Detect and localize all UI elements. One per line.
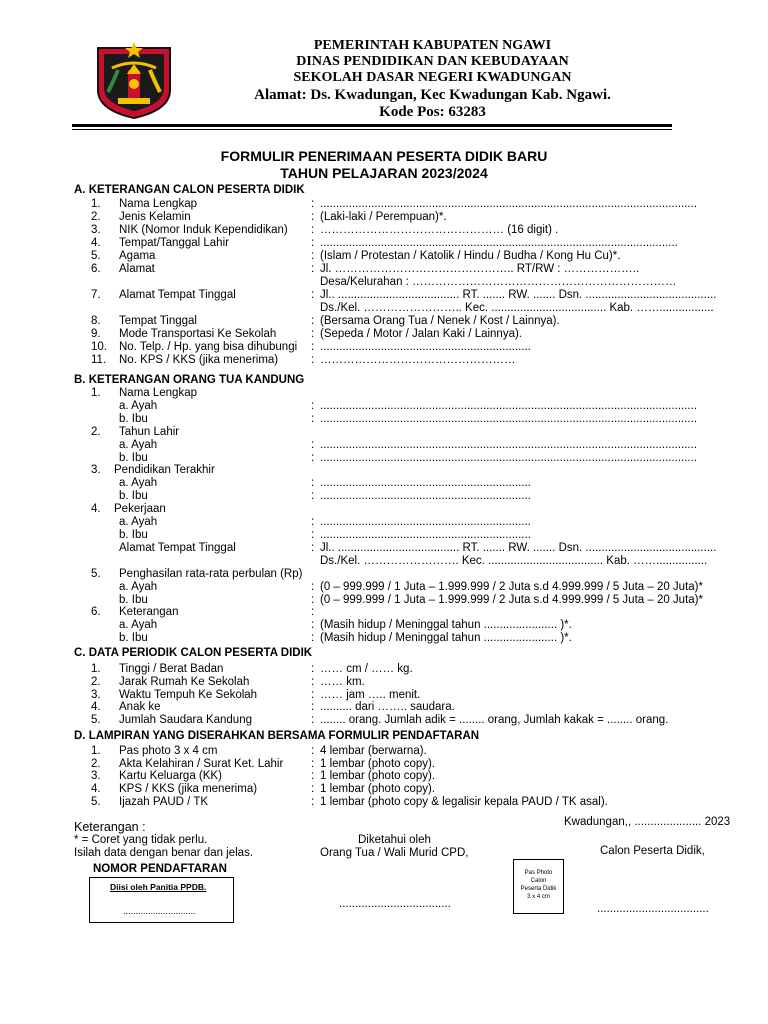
field-label: Alamat Tempat Tinggal xyxy=(119,542,236,554)
field-colon: : xyxy=(311,619,315,631)
row-number: 1. xyxy=(91,745,101,757)
form-row xyxy=(0,477,768,490)
row-number: 1. xyxy=(91,198,101,210)
field-label: Pekerjaan xyxy=(114,503,166,515)
father-label: a. Ayah xyxy=(119,516,158,528)
form-row xyxy=(0,796,768,809)
field-colon: : xyxy=(311,594,315,606)
candidate-signature-line[interactable]: ................................... xyxy=(597,903,709,915)
field-value[interactable]: Jl.. ...................................... RT. ....... RW. ....... Dsn. ......................................... xyxy=(320,542,717,554)
field-value[interactable]: Jl.. ...................................... RT. ....... RW. ....... Dsn. ......................................... xyxy=(320,289,717,301)
photo-label-line1: Pas Photo xyxy=(524,870,553,876)
field-colon: : xyxy=(311,198,315,210)
row-number: 2. xyxy=(91,758,101,770)
field-label: Jenis Kelamin xyxy=(119,211,191,223)
row-number: 2. xyxy=(91,426,101,438)
field-colon: : xyxy=(311,341,315,353)
father-label: a. Ayah xyxy=(119,439,158,451)
row-number: 1. xyxy=(91,663,101,675)
form-row xyxy=(0,555,768,568)
attachment-value: 1 lembar (photo copy). xyxy=(320,758,436,770)
form-row xyxy=(0,529,768,542)
field-colon: : xyxy=(311,663,315,675)
father-value[interactable]: .................................................................. xyxy=(320,477,531,489)
form-row xyxy=(0,619,768,632)
header-divider-thick xyxy=(72,124,672,127)
registration-number-dots[interactable]: ............................. xyxy=(123,906,196,916)
form-row xyxy=(0,770,768,783)
attachment-label: Pas photo 3 x 4 cm xyxy=(119,745,218,757)
form-row xyxy=(0,464,768,477)
field-label: Penghasilan rata-rata perbulan (Rp) xyxy=(119,568,303,580)
attachment-label: Akta Kelahiran / Surat Ket. Lahir xyxy=(119,758,284,770)
field-label: Tempat Tinggal xyxy=(119,315,197,327)
field-colon: : xyxy=(311,542,315,554)
field-value[interactable]: (Islam / Protestan / Katolik / Hindu / Budha / Kong Hu Cu)*. xyxy=(320,250,621,262)
note-fill-clearly: Isilah data dengan benar dan jelas. xyxy=(74,847,254,859)
mother-value[interactable]: .................................................................. xyxy=(320,490,531,502)
form-title: FORMULIR PENERIMAAN PESERTA DIDIK BARU xyxy=(220,148,548,164)
field-colon: : xyxy=(311,413,315,425)
form-row xyxy=(0,276,768,289)
field-colon: : xyxy=(311,758,315,770)
form-row xyxy=(0,632,768,645)
row-number: 4. xyxy=(91,503,101,515)
section-b-heading: B. KETERANGAN ORANG TUA KANDUNG xyxy=(74,374,305,386)
form-row xyxy=(0,581,768,594)
attachment-label: Kartu Keluarga (KK) xyxy=(119,770,222,782)
father-value[interactable]: (Masih hidup / Meninggal tahun ....................... )*. xyxy=(320,619,572,631)
row-number: 3. xyxy=(91,770,101,782)
header-address: Alamat: Ds. Kwadungan, Kec Kwadungan Kab. Ngawi. xyxy=(254,87,611,103)
row-number: 5. xyxy=(91,796,101,808)
committee-fill-note: Diisi oleh Panitia PPDB. xyxy=(110,882,207,892)
field-value[interactable]: …… cm / …… kg. xyxy=(320,663,413,675)
note-strike-unneeded: * = Coret yang tidak perlu. xyxy=(74,834,208,846)
form-row xyxy=(0,354,768,367)
row-number: 10. xyxy=(91,341,107,353)
row-number: 2. xyxy=(91,676,101,688)
field-colon: : xyxy=(311,490,315,502)
form-row xyxy=(0,341,768,354)
row-number: 6. xyxy=(91,263,101,275)
field-colon: : xyxy=(311,328,315,340)
field-label: NIK (Nomor Induk Kependidikan) xyxy=(119,224,288,236)
field-label: Tempat/Tanggal Lahir xyxy=(119,237,229,249)
photo-label-line3: Peserta Didik xyxy=(520,886,557,892)
field-colon: : xyxy=(311,439,315,451)
row-number: 3. xyxy=(91,689,101,701)
form-row xyxy=(0,289,768,302)
father-label: a. Ayah xyxy=(119,581,158,593)
field-colon: : xyxy=(311,689,315,701)
form-row xyxy=(0,426,768,439)
field-colon: : xyxy=(311,315,315,327)
mother-value[interactable]: ...................................................................................................................... xyxy=(320,413,698,425)
field-value[interactable]: Jl. ……………………………………….. RT/RW : ……………….. xyxy=(320,263,640,275)
field-value[interactable]: Desa/Kelurahan : …………………………………………………………… xyxy=(320,276,677,288)
photo-label-line2: Calon xyxy=(530,878,547,884)
row-number: 11. xyxy=(91,354,107,366)
row-number: 5. xyxy=(91,714,101,726)
mother-label: b. Ibu xyxy=(119,594,148,606)
field-colon: : xyxy=(311,701,315,713)
mother-value[interactable]: (0 – 999.999 / 1 Juta – 1.999.999 / 2 Juta s.d 4.999.999 / 5 Juta – 20 Juta)* xyxy=(320,594,703,606)
place-date: Kwadungan,, ..................... 2023 xyxy=(564,816,731,828)
field-label: Nama Lengkap xyxy=(119,198,197,210)
header-school-name: SEKOLAH DASAR NEGERI KWADUNGAN xyxy=(293,70,572,85)
form-row xyxy=(0,701,768,714)
form-row xyxy=(0,263,768,276)
field-label: Tahun Lahir xyxy=(119,426,180,438)
section-d-heading: D. LAMPIRAN YANG DISERAHKAN BERSAMA FORMULIR PENDAFTARAN xyxy=(74,730,480,742)
field-value[interactable]: .......... dari …….. saudara. xyxy=(320,701,455,713)
field-colon: : xyxy=(311,263,315,275)
known-by-label: Diketahui oleh xyxy=(358,834,431,846)
field-colon: : xyxy=(311,516,315,528)
form-subtitle: TAHUN PELAJARAN 2023/2024 xyxy=(280,165,488,181)
header-postal-code: Kode Pos: 63283 xyxy=(379,104,486,120)
father-value[interactable]: ...................................................................................................................... xyxy=(320,400,698,412)
field-label: Mode Transportasi Ke Sekolah xyxy=(119,328,277,340)
row-number: 5. xyxy=(91,250,101,262)
field-label: No. KPS / KKS (jika menerima) xyxy=(119,354,279,366)
field-colon: : xyxy=(311,224,315,236)
mother-label: b. Ibu xyxy=(119,529,148,541)
father-value[interactable]: (0 – 999.999 / 1 Juta – 1.999.999 / 2 Juta s.d 4.999.999 / 5 Juta – 20 Juta)* xyxy=(320,581,703,593)
attachment-label: KPS / KKS (jika menerima) xyxy=(119,783,258,795)
form-row xyxy=(0,315,768,328)
field-label: Keterangan xyxy=(119,606,179,618)
form-row xyxy=(0,387,768,400)
attachment-value: 4 lembar (berwarna). xyxy=(320,745,427,757)
field-colon: : xyxy=(311,289,315,301)
row-number: 1. xyxy=(91,387,101,399)
field-colon: : xyxy=(311,606,315,618)
form-row xyxy=(0,302,768,315)
row-number: 4. xyxy=(91,237,101,249)
form-row xyxy=(0,676,768,689)
row-number: 9. xyxy=(91,328,101,340)
header-government: PEMERINTAH KABUPATEN NGAWI xyxy=(313,38,552,53)
father-label: a. Ayah xyxy=(119,619,158,631)
row-number: 4. xyxy=(91,701,101,713)
parent-guardian-label: Orang Tua / Wali Murid CPD, xyxy=(320,847,469,859)
form-row xyxy=(0,503,768,516)
field-colon: : xyxy=(311,529,315,541)
form-row xyxy=(0,745,768,758)
mother-value[interactable]: .................................................................. xyxy=(320,529,531,541)
field-value[interactable]: (Bersama Orang Tua / Nenek / Kost / Lainnya). xyxy=(320,315,560,327)
attachment-value: 1 lembar (photo copy). xyxy=(320,770,436,782)
field-label: No. Telp. / Hp. yang bisa dihubungi xyxy=(119,341,298,353)
form-row xyxy=(0,400,768,413)
field-label: Pendidikan Terakhir xyxy=(114,464,215,476)
form-row xyxy=(0,516,768,529)
father-value[interactable]: .................................................................. xyxy=(320,516,531,528)
field-colon: : xyxy=(311,770,315,782)
row-number: 7. xyxy=(91,289,101,301)
field-colon: : xyxy=(311,477,315,489)
mother-value[interactable]: ...................................................................................................................... xyxy=(320,452,698,464)
field-colon: : xyxy=(311,452,315,464)
field-value[interactable]: ........ orang. Jumlah adik = ........ orang, Jumlah kakak = ........ orang. xyxy=(320,714,669,726)
form-row xyxy=(0,783,768,796)
mother-label: b. Ibu xyxy=(119,413,148,425)
attachment-value: 1 lembar (photo copy & legalisir kepala PAUD / TK asal). xyxy=(320,796,608,808)
field-colon: : xyxy=(311,211,315,223)
field-colon: : xyxy=(311,581,315,593)
form-row xyxy=(0,568,768,581)
row-number: 8. xyxy=(91,315,101,327)
header-divider-thin xyxy=(72,129,672,130)
field-label: Anak ke xyxy=(119,701,161,713)
field-value[interactable]: (Sepeda / Motor / Jalan Kaki / Lainnya). xyxy=(320,328,522,340)
field-label: Nama Lengkap xyxy=(119,387,197,399)
form-row xyxy=(0,328,768,341)
field-label: Tinggi / Berat Badan xyxy=(119,663,224,675)
field-value[interactable]: ...................................................................................................................... xyxy=(320,198,698,210)
registration-number-box[interactable] xyxy=(89,877,234,923)
field-colon: : xyxy=(311,745,315,757)
field-value[interactable]: …… jam ….. menit. xyxy=(320,689,421,701)
field-value[interactable]: ………………………………………… (16 digit) . xyxy=(320,224,559,236)
mother-label: b. Ibu xyxy=(119,490,148,502)
form-row xyxy=(0,198,768,211)
row-number: 5. xyxy=(91,568,101,580)
father-label: a. Ayah xyxy=(119,400,158,412)
attachment-label: Ijazah PAUD / TK xyxy=(119,796,209,808)
row-number: 4. xyxy=(91,783,101,795)
father-label: a. Ayah xyxy=(119,477,158,489)
field-value[interactable]: ................................................................................................................ xyxy=(320,237,678,249)
form-row xyxy=(0,224,768,237)
field-label: Jumlah Saudara Kandung xyxy=(119,714,252,726)
father-value[interactable]: ...................................................................................................................... xyxy=(320,439,698,451)
field-colon: : xyxy=(311,676,315,688)
attachment-value: 1 lembar (photo copy). xyxy=(320,783,436,795)
field-label: Waktu Tempuh Ke Sekolah xyxy=(119,689,258,701)
field-value[interactable]: Ds./Kel. …………………….. Kec. .................................... Kab. ……................. xyxy=(320,302,714,314)
section-c-heading: C. DATA PERIODIK CALON PESERTA DIDIK xyxy=(74,647,313,659)
field-colon: : xyxy=(311,632,315,644)
section-a-heading: A. KETERANGAN CALON PESERTA DIDIK xyxy=(74,184,305,196)
field-value[interactable]: (Laki-laki / Perempuan)*. xyxy=(320,211,447,223)
field-label: Alamat Tempat Tinggal xyxy=(119,289,236,301)
form-row xyxy=(0,211,768,224)
field-label: Agama xyxy=(119,250,156,262)
field-value[interactable]: …… km. xyxy=(320,676,365,688)
field-colon: : xyxy=(311,714,315,726)
field-value[interactable]: Ds./Kel. ……………………. Kec. .................................... Kab. ……................ xyxy=(320,555,708,567)
notes-title: Keterangan : xyxy=(74,820,146,834)
form-row xyxy=(0,439,768,452)
candidate-signature-label: Calon Peserta Didik, xyxy=(600,845,705,857)
field-colon: : xyxy=(311,796,315,808)
mother-label: b. Ibu xyxy=(119,452,148,464)
field-colon: : xyxy=(311,250,315,262)
form-row xyxy=(0,413,768,426)
header-department: DINAS PENDIDIKAN DAN KEBUDAYAAN xyxy=(296,54,569,69)
guardian-signature-line[interactable]: ................................... xyxy=(339,898,451,910)
mother-value[interactable]: (Masih hidup / Meninggal tahun ....................... )*. xyxy=(320,632,572,644)
form-row xyxy=(0,542,768,555)
mother-label: b. Ibu xyxy=(119,632,148,644)
form-row xyxy=(0,714,768,727)
field-colon: : xyxy=(311,237,315,249)
field-label: Jarak Rumah Ke Sekolah xyxy=(119,676,250,688)
form-row xyxy=(0,490,768,503)
field-value[interactable]: …………………………………………… xyxy=(320,354,516,366)
row-number: 3. xyxy=(91,464,101,476)
form-row xyxy=(0,237,768,250)
row-number: 6. xyxy=(91,606,101,618)
field-value[interactable]: .................................................................. xyxy=(320,341,531,353)
row-number: 2. xyxy=(91,211,101,223)
photo-placeholder-box xyxy=(513,859,564,914)
form-row xyxy=(0,606,768,619)
photo-label-line4: 3 x 4 cm xyxy=(527,894,550,900)
field-colon: : xyxy=(311,354,315,366)
field-label: Alamat xyxy=(119,263,155,275)
form-row xyxy=(0,250,768,263)
row-number: 3. xyxy=(91,224,101,236)
form-row xyxy=(0,663,768,676)
field-colon: : xyxy=(311,783,315,795)
registration-number-title: NOMOR PENDAFTARAN xyxy=(93,863,227,875)
field-colon: : xyxy=(311,400,315,412)
